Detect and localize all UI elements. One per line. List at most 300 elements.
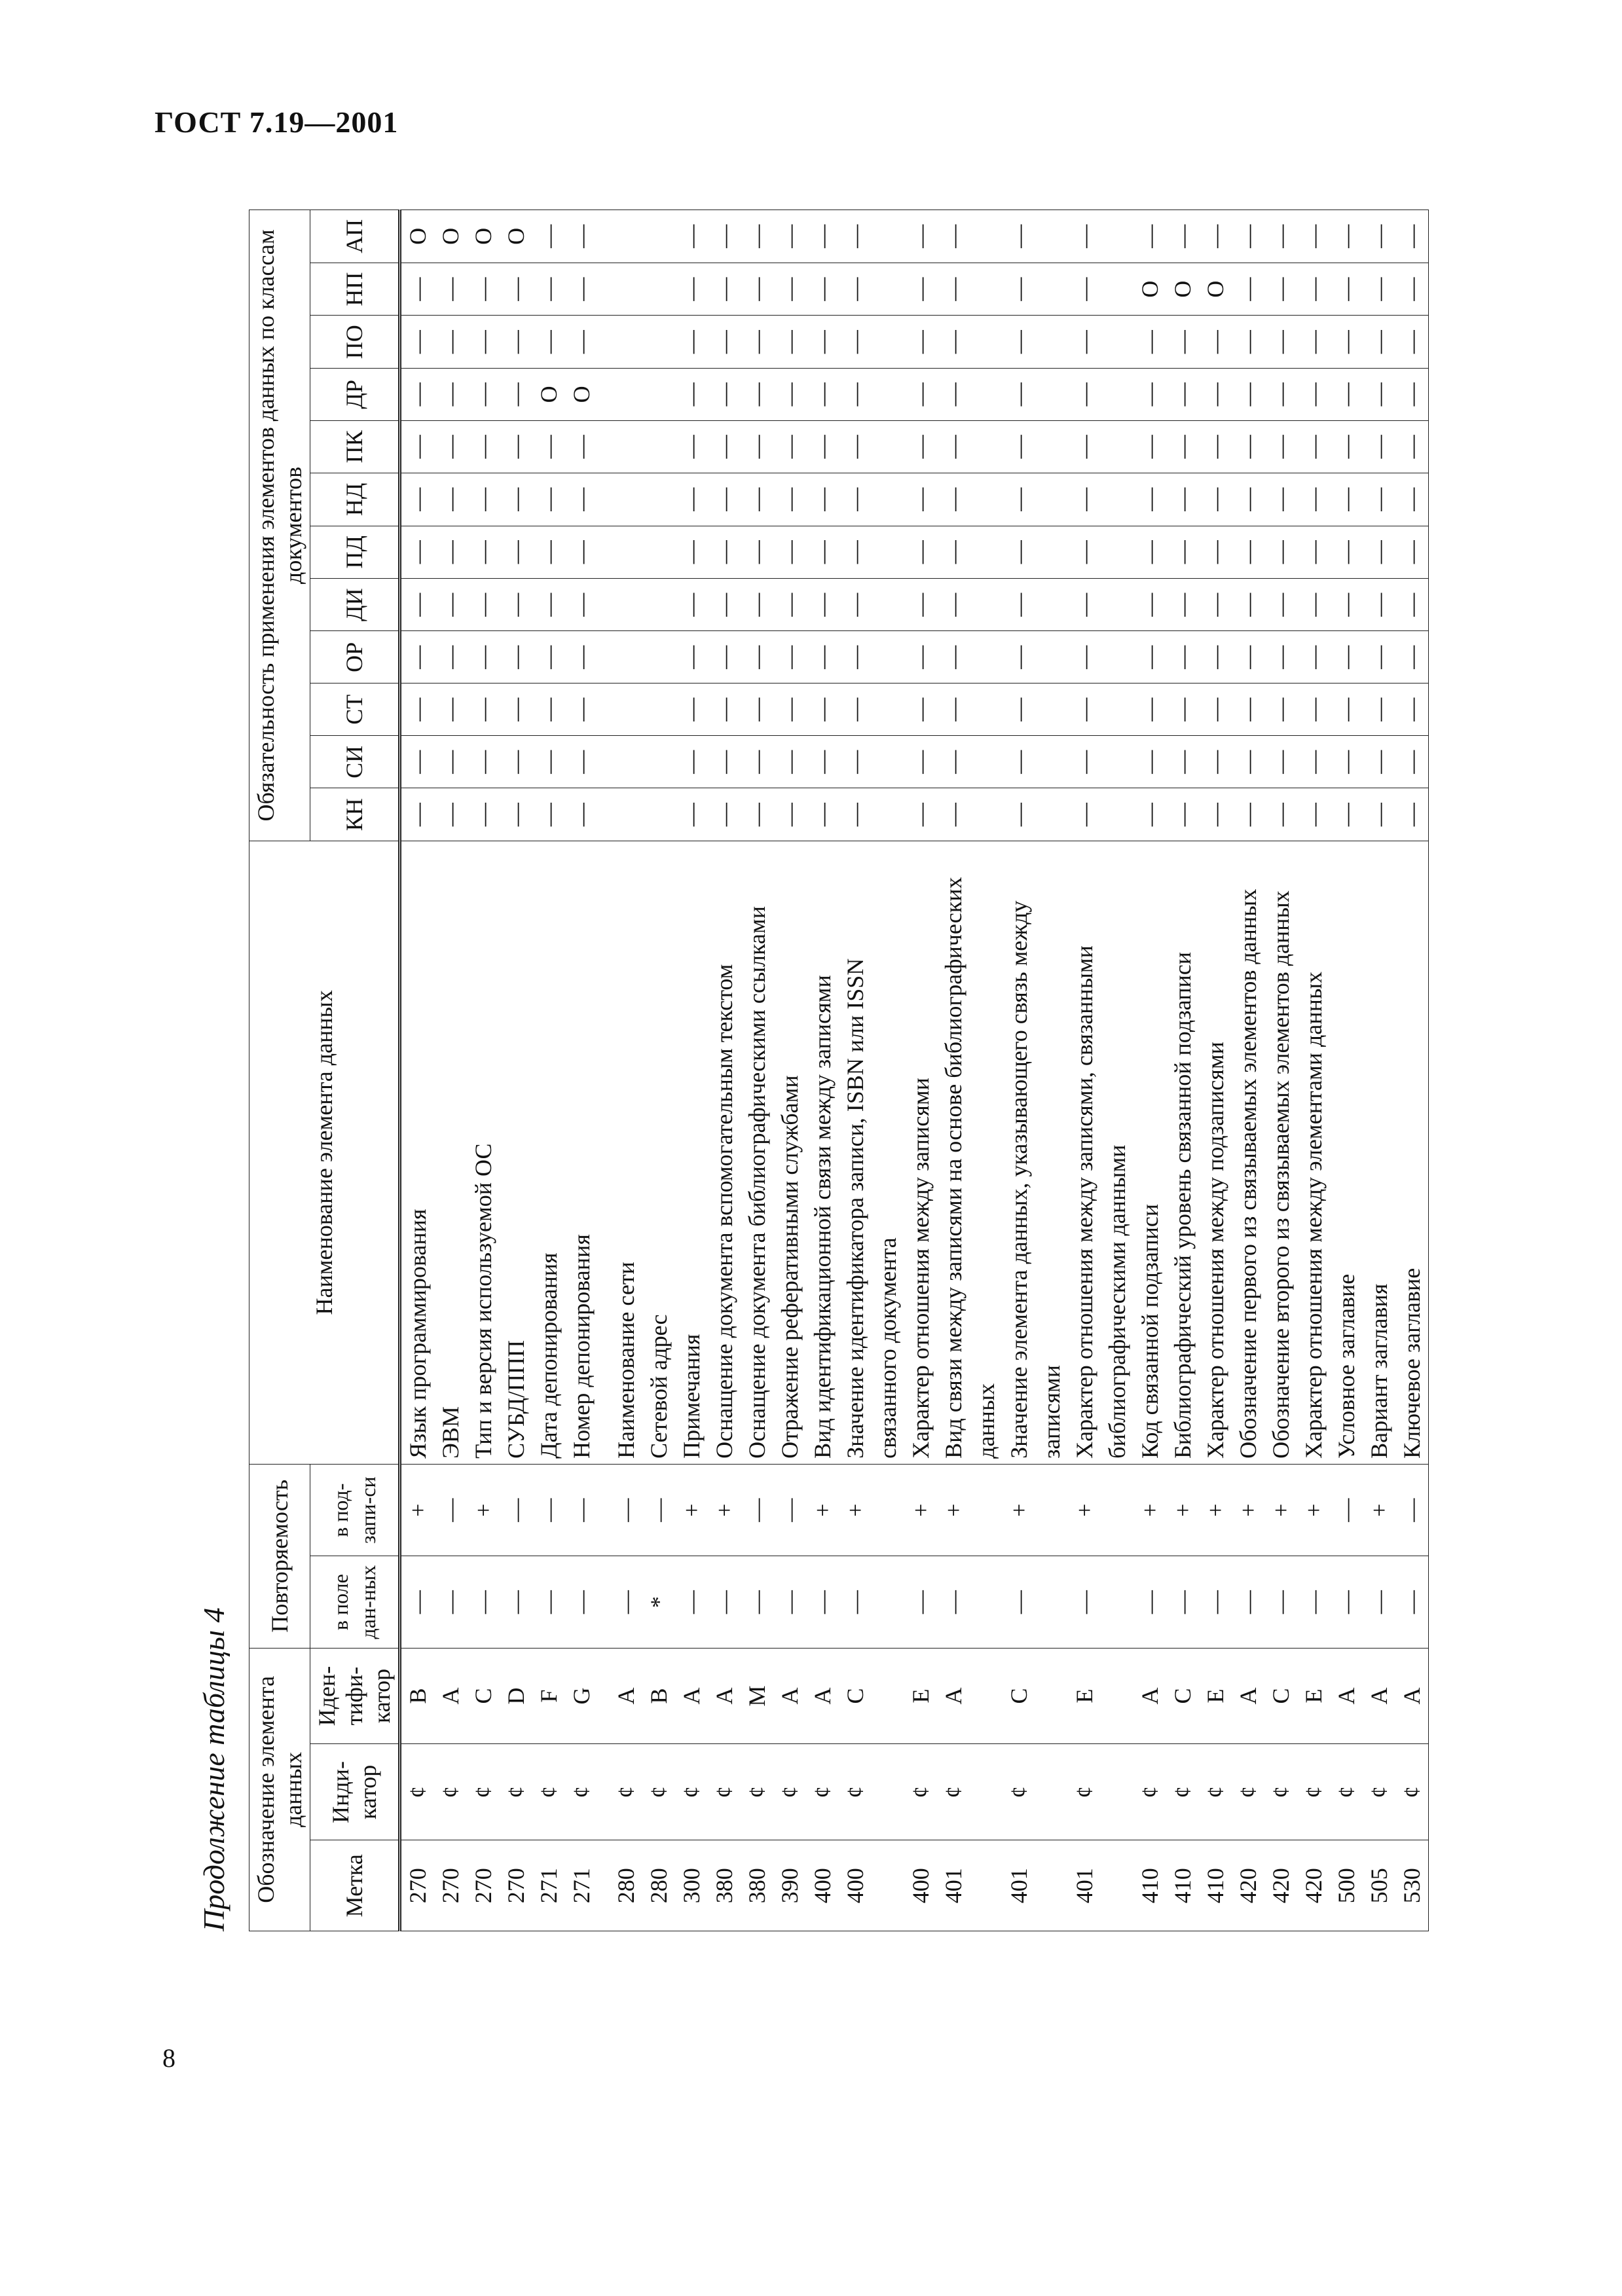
table-row (1003, 210, 1068, 1931)
cell-class-ОР: — (1003, 631, 1068, 683)
cell-identifier: A (434, 1648, 467, 1744)
cell-class-НД: — (773, 473, 806, 526)
cell-name-line: Значение элемента данных, указывающего связь между (1006, 900, 1032, 1459)
header-repeat-subrecord: в под-запи-си (310, 1464, 400, 1556)
cell-label: 400 (806, 1840, 839, 1931)
cell-class-НП: — (565, 263, 598, 316)
cell-class-ДР (642, 369, 675, 421)
cell-class-ПК: — (1330, 420, 1363, 473)
cell-class-ПК: — (806, 420, 839, 473)
cell-name-line: Код связанной подзаписи (1137, 1203, 1163, 1459)
cell-class-НД: — (1068, 473, 1134, 526)
cell-indicator: ȼ (1330, 1744, 1363, 1840)
cell-class-ПД: — (467, 526, 500, 578)
table-row (708, 210, 741, 1931)
cell-name-line: Вид идентификационной связи между записями (809, 975, 836, 1459)
cell-class-СТ: — (1297, 683, 1330, 736)
cell-identifier: A (1330, 1648, 1363, 1744)
cell-class-КН: — (400, 788, 435, 841)
cell-class-ДР: — (708, 369, 741, 421)
cell-class-ДР: — (1199, 369, 1232, 421)
cell-name-line: Примечания (678, 1334, 705, 1459)
table-row (610, 210, 642, 1931)
cell-class-КН: — (1003, 788, 1068, 841)
cell-name-line: Номер депонирования (568, 1234, 595, 1459)
table-row (434, 210, 467, 1931)
cell-class-ПД: — (1395, 526, 1429, 578)
cell-class-КН: — (806, 788, 839, 841)
cell-class-ПД: — (1166, 526, 1199, 578)
cell-class-СТ: — (1199, 683, 1232, 736)
cell-indicator: ȼ (839, 1744, 904, 1840)
cell-class-АП: O (467, 210, 500, 263)
cell-class-АП: — (675, 210, 708, 263)
cell-class-АП: — (937, 210, 1003, 263)
cell-class-ОР: — (937, 631, 1003, 683)
cell-class-СТ: — (532, 683, 565, 736)
cell-class-ПК: — (1264, 420, 1297, 473)
cell-class-ПК: — (1297, 420, 1330, 473)
cell-class-КН: — (1068, 788, 1134, 841)
cell-class-ОР: — (532, 631, 565, 683)
cell-identifier: A (1232, 1648, 1264, 1744)
header-repeat-group: Повторяемость (249, 1464, 310, 1648)
cell-class-НП: — (532, 263, 565, 316)
data-elements-table (249, 210, 1429, 1931)
cell-class-СИ: — (500, 736, 532, 788)
cell-class-КН: — (467, 788, 500, 841)
header-name: Наименование элемента данных (249, 841, 400, 1464)
cell-name-line: Обозначение второго из связываемых элементов данных (1268, 890, 1294, 1459)
cell-identifier: A (1134, 1648, 1166, 1744)
cell-repeat-subrecord: — (741, 1464, 773, 1556)
header-identifier: Иден-тифи-катор (310, 1648, 400, 1744)
table-row (741, 210, 773, 1931)
header-class-9: ПО (310, 316, 400, 369)
cell-class-АП: — (1330, 210, 1363, 263)
cell-repeat-subrecord: + (1297, 1464, 1330, 1556)
cell-repeat-subrecord: + (1003, 1464, 1068, 1556)
cell-class-СИ: — (708, 736, 741, 788)
gap-cell (598, 316, 610, 369)
cell-class-СИ: — (1068, 736, 1134, 788)
cell-class-ПД: — (500, 526, 532, 578)
cell-identifier: E (1068, 1648, 1134, 1744)
gap-cell (598, 578, 610, 630)
cell-name (1166, 841, 1199, 1464)
cell-class-СТ: — (565, 683, 598, 736)
document-header-title: ГОСТ 7.19—2001 (155, 105, 399, 139)
cell-indicator: ȼ (1134, 1744, 1166, 1840)
cell-repeat-field: — (565, 1556, 598, 1648)
cell-name-line: Обозначение первого из связываемых элементов данных (1235, 888, 1261, 1459)
cell-class-НД: — (1330, 473, 1363, 526)
cell-class-ДИ: — (806, 578, 839, 630)
cell-name (610, 841, 642, 1464)
cell-label: 280 (642, 1840, 675, 1931)
cell-class-ПО: — (741, 316, 773, 369)
cell-class-НД: — (1264, 473, 1297, 526)
cell-class-ДР: O (532, 369, 565, 421)
cell-repeat-field: — (1297, 1556, 1330, 1648)
cell-class-ДР: — (1232, 369, 1264, 421)
cell-name-line: Дата депонирования (536, 1252, 562, 1459)
cell-class-НП: — (1363, 263, 1395, 316)
cell-class-КН: — (773, 788, 806, 841)
cell-class-НП: — (806, 263, 839, 316)
cell-identifier: C (839, 1648, 904, 1744)
cell-identifier: A (773, 1648, 806, 1744)
cell-class-ДИ: — (675, 578, 708, 630)
cell-class-СИ: — (1003, 736, 1068, 788)
cell-repeat-field: — (1330, 1556, 1363, 1648)
gap-cell (598, 841, 610, 1464)
cell-class-ПД: — (773, 526, 806, 578)
cell-indicator: ȼ (1166, 1744, 1199, 1840)
cell-name (400, 841, 435, 1464)
cell-indicator: ȼ (1363, 1744, 1395, 1840)
cell-label: 401 (1003, 1840, 1068, 1931)
cell-repeat-field: — (532, 1556, 565, 1648)
cell-class-КН: — (675, 788, 708, 841)
cell-identifier: B (642, 1648, 675, 1744)
header-class-6: НД (310, 473, 400, 526)
cell-class-НД: — (1003, 473, 1068, 526)
cell-class-НП (642, 263, 675, 316)
gap-cell (598, 1744, 610, 1840)
header-class-7: ПК (310, 420, 400, 473)
cell-label: 270 (400, 1840, 435, 1931)
cell-indicator: ȼ (467, 1744, 500, 1840)
cell-name (1330, 841, 1363, 1464)
cell-class-КН: — (1330, 788, 1363, 841)
cell-class-ПО: — (532, 316, 565, 369)
cell-class-НД: — (839, 473, 904, 526)
cell-class-СТ: — (937, 683, 1003, 736)
cell-class-АП: O (434, 210, 467, 263)
cell-label: 390 (773, 1840, 806, 1931)
cell-repeat-field: — (839, 1556, 904, 1648)
cell-repeat-field: — (937, 1556, 1003, 1648)
cell-label: 410 (1199, 1840, 1232, 1931)
header-class-2: СТ (310, 683, 400, 736)
cell-class-НП: — (1330, 263, 1363, 316)
cell-repeat-field: — (1068, 1556, 1134, 1648)
cell-name-line: Характер отношения между записями (908, 1078, 934, 1459)
table-row (1297, 210, 1330, 1931)
cell-class-НП: — (400, 263, 435, 316)
cell-class-ОР: — (1232, 631, 1264, 683)
cell-indicator: ȼ (1199, 1744, 1232, 1840)
cell-class-НП: — (675, 263, 708, 316)
cell-class-ПО: — (904, 316, 937, 369)
cell-name (532, 841, 565, 1464)
cell-name (773, 841, 806, 1464)
cell-repeat-field: — (1264, 1556, 1297, 1648)
cell-repeat-field: — (467, 1556, 500, 1648)
cell-name (500, 841, 532, 1464)
cell-repeat-field: — (1199, 1556, 1232, 1648)
cell-class-ОР: — (741, 631, 773, 683)
cell-repeat-subrecord: — (565, 1464, 598, 1556)
cell-class-АП: — (741, 210, 773, 263)
table-row (773, 210, 806, 1931)
header-classes-group: Обязательность применения элементов данных по классам документов (249, 210, 310, 841)
cell-class-ПО: — (500, 316, 532, 369)
header-indicator: Инди-катор (310, 1744, 400, 1840)
cell-identifier: A (610, 1648, 642, 1744)
cell-class-ПО: — (708, 316, 741, 369)
cell-name-line: СУБД/ППП (503, 1339, 529, 1459)
cell-class-СТ: — (1068, 683, 1134, 736)
cell-class-ОР: — (500, 631, 532, 683)
cell-class-ПО: — (773, 316, 806, 369)
cell-class-НП: O (1134, 263, 1166, 316)
gap-cell (598, 1556, 610, 1648)
cell-class-ПД: — (806, 526, 839, 578)
cell-class-СИ: — (773, 736, 806, 788)
cell-label: 500 (1330, 1840, 1363, 1931)
cell-class-ОР: — (1264, 631, 1297, 683)
cell-class-ДР: — (1264, 369, 1297, 421)
cell-class-ОР: — (839, 631, 904, 683)
cell-class-АП: — (1134, 210, 1166, 263)
cell-class-СТ: — (1363, 683, 1395, 736)
cell-class-СТ: — (1395, 683, 1429, 736)
cell-class-НП: — (904, 263, 937, 316)
cell-class-КН: — (1363, 788, 1395, 841)
table-row (1232, 210, 1264, 1931)
cell-class-НП: — (467, 263, 500, 316)
cell-class-ДИ: — (500, 578, 532, 630)
header-class-5: ПД (310, 526, 400, 578)
cell-class-СИ (610, 736, 642, 788)
cell-repeat-subrecord: + (675, 1464, 708, 1556)
table-body (400, 210, 1429, 1931)
table-row (1166, 210, 1199, 1931)
cell-name (1134, 841, 1166, 1464)
cell-class-ДИ: — (467, 578, 500, 630)
cell-indicator: ȼ (532, 1744, 565, 1840)
cell-class-ПК: — (675, 420, 708, 473)
cell-class-НД: — (532, 473, 565, 526)
cell-class-НП: O (1166, 263, 1199, 316)
cell-identifier: C (467, 1648, 500, 1744)
cell-class-ПО: — (1232, 316, 1264, 369)
cell-class-ПД: — (1003, 526, 1068, 578)
cell-class-ПО: — (1199, 316, 1232, 369)
cell-name-line: библиографическими данными (1104, 1144, 1130, 1459)
cell-class-СТ: — (1264, 683, 1297, 736)
cell-class-КН (642, 788, 675, 841)
cell-class-АП: — (1297, 210, 1330, 263)
cell-indicator: ȼ (741, 1744, 773, 1840)
cell-repeat-subrecord: + (1199, 1464, 1232, 1556)
cell-class-КН: — (1395, 788, 1429, 841)
cell-repeat-field: — (675, 1556, 708, 1648)
cell-class-ОР: — (1166, 631, 1199, 683)
cell-class-НД: — (1297, 473, 1330, 526)
cell-identifier: A (1363, 1648, 1395, 1744)
cell-class-СТ (642, 683, 675, 736)
cell-indicator: ȼ (675, 1744, 708, 1840)
cell-class-ПК: — (773, 420, 806, 473)
header-class-1: СИ (310, 736, 400, 788)
cell-class-ДИ: — (400, 578, 435, 630)
cell-class-ПД: — (839, 526, 904, 578)
cell-class-ПО: — (1166, 316, 1199, 369)
table-row (1330, 210, 1363, 1931)
cell-name (642, 841, 675, 1464)
cell-class-ПК (610, 420, 642, 473)
cell-class-ДР: — (1068, 369, 1134, 421)
cell-class-ДР (610, 369, 642, 421)
cell-indicator: ȼ (937, 1744, 1003, 1840)
cell-class-ДИ: — (434, 578, 467, 630)
cell-name (937, 841, 1003, 1464)
gap-cell (598, 210, 610, 263)
cell-name-line: Оснащение документа вспомогательным текстом (711, 964, 737, 1459)
cell-class-АП: — (1395, 210, 1429, 263)
cell-label: 280 (610, 1840, 642, 1931)
cell-class-ДР: — (1003, 369, 1068, 421)
table-row (1395, 210, 1429, 1931)
cell-class-ДР: — (467, 369, 500, 421)
header-class-10: НП (310, 263, 400, 316)
cell-class-ОР: — (1395, 631, 1429, 683)
cell-class-КН: — (1199, 788, 1232, 841)
cell-repeat-field: — (773, 1556, 806, 1648)
gap-cell (598, 1464, 610, 1556)
cell-class-НД: — (675, 473, 708, 526)
cell-class-ПК: — (500, 420, 532, 473)
cell-repeat-subrecord: — (642, 1464, 675, 1556)
cell-class-КН: — (741, 788, 773, 841)
cell-class-ПД: — (1068, 526, 1134, 578)
cell-class-НД: — (1363, 473, 1395, 526)
cell-class-ОР: — (708, 631, 741, 683)
cell-indicator: ȼ (904, 1744, 937, 1840)
cell-class-ОР: — (1199, 631, 1232, 683)
cell-class-ПО: — (1003, 316, 1068, 369)
gap-cell (598, 369, 610, 421)
cell-class-ДИ: — (1264, 578, 1297, 630)
gap-cell (598, 788, 610, 841)
cell-class-ДИ: — (1395, 578, 1429, 630)
cell-class-СИ: — (1363, 736, 1395, 788)
cell-label: 270 (434, 1840, 467, 1931)
cell-class-ПД: — (1330, 526, 1363, 578)
cell-class-ОР (642, 631, 675, 683)
cell-class-СТ: — (708, 683, 741, 736)
cell-identifier: A (806, 1648, 839, 1744)
cell-class-ДР: — (806, 369, 839, 421)
cell-name (1395, 841, 1429, 1464)
cell-class-НП: — (434, 263, 467, 316)
cell-indicator: ȼ (1003, 1744, 1068, 1840)
cell-name (1068, 841, 1134, 1464)
cell-class-ПО: — (1297, 316, 1330, 369)
cell-name (1003, 841, 1068, 1464)
cell-class-НД: — (904, 473, 937, 526)
cell-class-СИ: — (1166, 736, 1199, 788)
cell-class-ДИ (642, 578, 675, 630)
cell-class-ОР: — (1363, 631, 1395, 683)
cell-class-АП: — (565, 210, 598, 263)
cell-name (708, 841, 741, 1464)
cell-class-ДР: — (1395, 369, 1429, 421)
cell-class-СИ: — (1395, 736, 1429, 788)
cell-class-ОР: — (1297, 631, 1330, 683)
cell-repeat-field: — (1363, 1556, 1395, 1648)
cell-class-ПД: — (532, 526, 565, 578)
cell-class-ПК: — (1134, 420, 1166, 473)
cell-class-СТ: — (1166, 683, 1199, 736)
cell-class-ПО: — (1330, 316, 1363, 369)
cell-name (839, 841, 904, 1464)
cell-class-СИ: — (565, 736, 598, 788)
cell-class-СИ: — (532, 736, 565, 788)
cell-class-КН: — (532, 788, 565, 841)
cell-class-КН: — (1232, 788, 1264, 841)
table-row (904, 210, 937, 1931)
cell-label: 380 (708, 1840, 741, 1931)
cell-repeat-subrecord: — (1330, 1464, 1363, 1556)
cell-indicator: ȼ (1395, 1744, 1429, 1840)
cell-class-ДИ: — (565, 578, 598, 630)
cell-class-АП: — (1264, 210, 1297, 263)
cell-repeat-subrecord: + (904, 1464, 937, 1556)
cell-class-НП: — (1232, 263, 1264, 316)
cell-class-ДР: — (500, 369, 532, 421)
cell-indicator: ȼ (1068, 1744, 1134, 1840)
cell-repeat-field: — (904, 1556, 937, 1648)
cell-class-ПО (642, 316, 675, 369)
cell-class-ПК: — (565, 420, 598, 473)
cell-class-ДР: — (675, 369, 708, 421)
cell-class-КН: — (500, 788, 532, 841)
cell-label: 420 (1297, 1840, 1330, 1931)
cell-repeat-subrecord: + (467, 1464, 500, 1556)
cell-class-ПО (610, 316, 642, 369)
header-label: Метка (310, 1840, 400, 1931)
cell-class-ДР: — (1166, 369, 1199, 421)
cell-class-ПК: — (434, 420, 467, 473)
table-row (1363, 210, 1395, 1931)
cell-class-ОР: — (904, 631, 937, 683)
cell-class-ДР: — (1330, 369, 1363, 421)
header-class-4: ДИ (310, 578, 400, 630)
cell-label: 300 (675, 1840, 708, 1931)
cell-class-АП: O (500, 210, 532, 263)
cell-class-АП: — (839, 210, 904, 263)
cell-class-АП: — (1003, 210, 1068, 263)
cell-name (806, 841, 839, 1464)
cell-class-НД (610, 473, 642, 526)
cell-class-СИ: — (1330, 736, 1363, 788)
cell-name-line: Ключевое заглавие (1399, 1267, 1425, 1459)
cell-class-СТ: — (675, 683, 708, 736)
cell-repeat-subrecord: + (400, 1464, 435, 1556)
header-class-0: КН (310, 788, 400, 841)
cell-class-НД: — (467, 473, 500, 526)
cell-class-ПД: — (937, 526, 1003, 578)
cell-class-АП (642, 210, 675, 263)
cell-class-ПК: — (532, 420, 565, 473)
table-row (675, 210, 708, 1931)
cell-class-СИ: — (904, 736, 937, 788)
cell-class-ПД: — (741, 526, 773, 578)
